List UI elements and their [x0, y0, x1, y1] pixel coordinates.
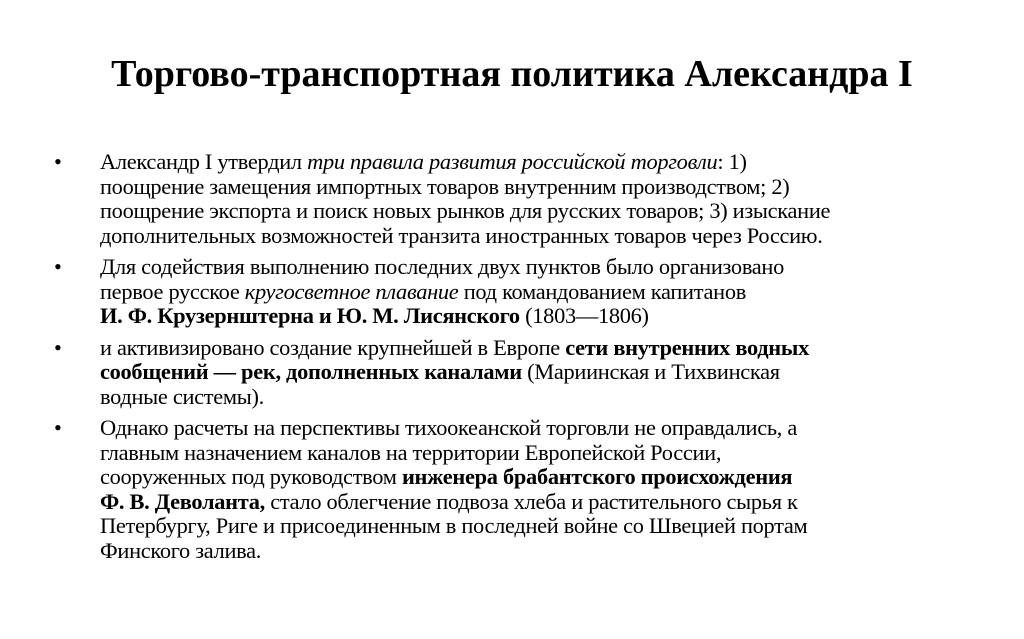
italic-text: три правила развития российской торговли: [307, 149, 718, 174]
text-line: [100, 465, 952, 490]
text-run: (Мариинская и Тихвинская: [521, 359, 780, 384]
bullet-item-2: [52, 255, 952, 329]
slide-title: Торгово-транспортная политика Александра I: [111, 53, 913, 95]
bold-text: сообщений — рек, дополненных каналами: [100, 359, 522, 384]
text-line: поощрение замещения импортных товаров внутренним производством; 2): [100, 173, 790, 199]
text-line: [100, 280, 952, 305]
text-line: [100, 336, 952, 361]
text-line: [100, 304, 952, 329]
bullet-item-3: [52, 336, 952, 410]
bullet-marker-icon: •: [54, 149, 62, 174]
bold-text: Ф. В. Деволанта,: [100, 488, 265, 514]
text-line: главным назначением каналов на территории Европейской России,: [100, 439, 722, 465]
bold-text: сети внутренних водных: [565, 334, 809, 360]
text-line: Для содействия выполнению последних двух пунктов было организовано: [100, 254, 785, 279]
text-line: [100, 490, 952, 515]
text-run: под командованием капитанов: [458, 278, 746, 304]
text-line: Финского залива.: [100, 537, 262, 563]
bullet-list: [52, 150, 952, 570]
bullet-item-4: [52, 416, 952, 563]
text-run: (1803—1806): [519, 303, 649, 328]
text-run: стало облегчение подвоза хлеба и растительного сырья к: [264, 488, 798, 514]
text-run: сооруженных под руководством: [100, 464, 402, 489]
text-line: дополнительных возможностей транзита иностранных товаров через Россию.: [100, 222, 823, 248]
text-line: Петербургу, Риге и присоединенным в последней войне со Швецией портам: [100, 513, 808, 538]
bullet-marker-icon: •: [54, 334, 62, 360]
text-run: : 1): [717, 149, 747, 174]
text-run: первое русское: [100, 278, 245, 304]
text-line: водные системы).: [100, 383, 264, 409]
text-line: поощрение экспорта и поиск новых рынков для русских товаров; 3) изыскание: [100, 198, 831, 223]
bullet-item-1: [52, 150, 952, 248]
italic-text: кругосветное плавание: [244, 278, 459, 304]
bullet-marker-icon: •: [54, 415, 62, 440]
bold-text: инженера брабантского происхождения: [401, 464, 793, 489]
bold-text: И. Ф. Крузернштерна и Ю. М. Лисянского: [100, 303, 520, 328]
text-line: [100, 360, 952, 385]
text-line: [100, 150, 952, 175]
text-run: Александр I утвердил: [100, 149, 308, 174]
bullet-marker-icon: •: [54, 254, 62, 279]
text-run: и активизировано создание крупнейшей в Европе: [100, 334, 566, 360]
text-line: Однако расчеты на перспективы тихоокеанской торговли не оправдались, а: [100, 415, 797, 440]
